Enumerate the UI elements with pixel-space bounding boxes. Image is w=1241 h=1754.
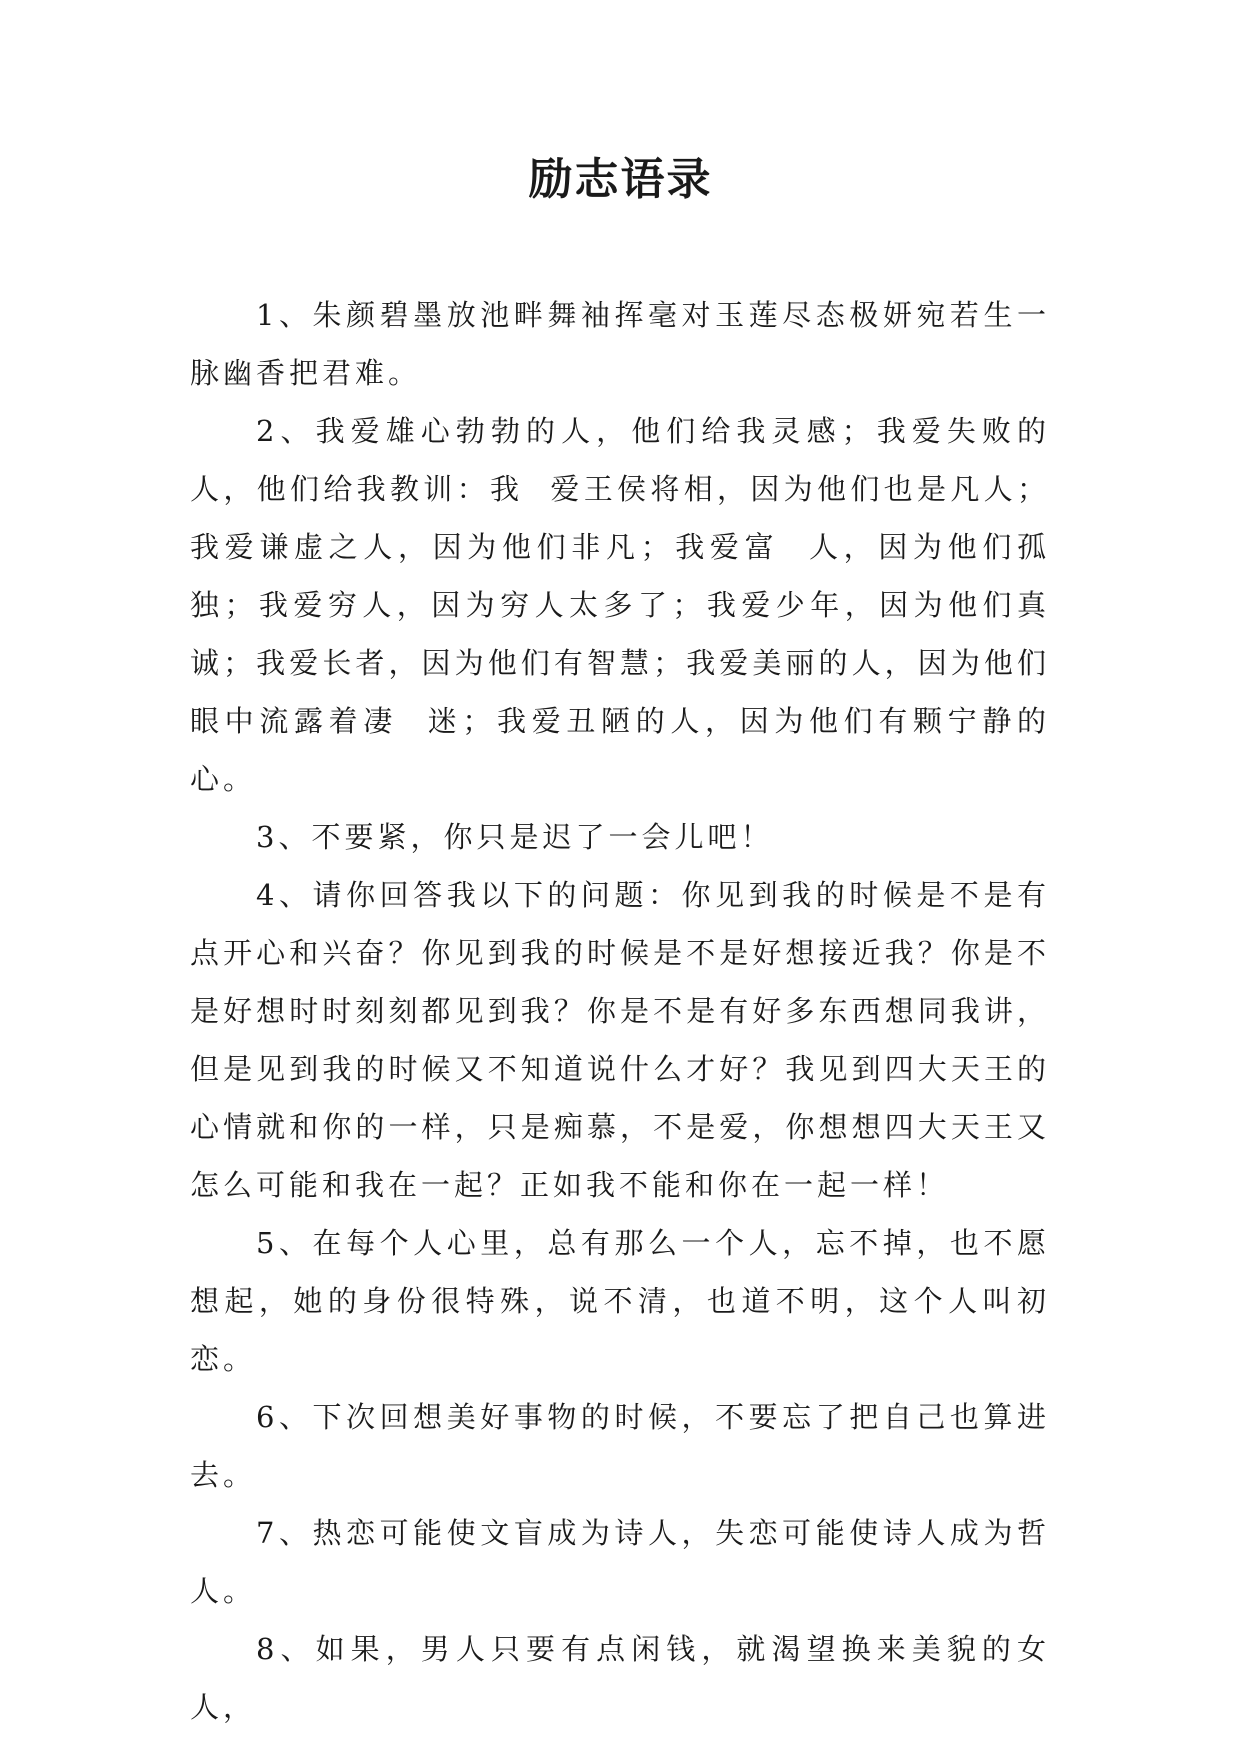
paragraph-5: 5、在每个人心里，总有那么一个人，忘不掉，也不愿想起，她的身份很特殊，说不清，也道不明，这个人叫初恋。 bbox=[190, 1226, 1050, 1376]
paragraph-6: 6、下次回想美好事物的时候，不要忘了把自己也算进去。 bbox=[190, 1400, 1050, 1492]
paragraph-4: 4、请你回答我以下的问题：你见到我的时候是不是有点开心和兴奋？你见到我的时候是不是好想接近我？你是不是好想时时刻刻都见到我？你是不是有好多东西想同我讲，但是见到我的时候又不知道说什么才好？我见到四大天王的心情就和你的一样，只是痴慕，不是爱，你想想四大天王又怎么可能和我在一起？正如我不能和你在一起一样！ bbox=[190, 878, 1050, 1202]
paragraph-8: 8、如果，男人只要有点闲钱，就渴望换来美貌的女人， bbox=[190, 1632, 1050, 1724]
document-title: 励志语录 bbox=[528, 154, 713, 205]
document-body bbox=[190, 286, 1077, 1736]
paragraph-2: 2、我爱雄心勃勃的人，他们给我灵感；我爱失败的人，他们给我教训：我 爱王侯将相，因为他们也是凡人；我爱谦虚之人，因为他们非凡；我爱富 人，因为他们孤独；我爱穷人，因为穷人太多了；我爱少年，因为他们真 诚；我爱长者，因为他们有智慧；我爱美丽的人，因为他们眼中流露着凄 迷；我爱丑陋的人，因为他们有颗宁静的心。 bbox=[190, 414, 1077, 796]
paragraph-7: 7、热恋可能使文盲成为诗人，失恋可能使诗人成为哲人。 bbox=[190, 1516, 1050, 1608]
paragraph-3: 3、不要紧，你只是迟了一会儿吧！ bbox=[256, 820, 774, 854]
paragraph-1: 1、朱颜碧墨放池畔舞袖挥毫对玉莲尽态极妍宛若生一脉幽香把君难。 bbox=[190, 298, 1050, 390]
